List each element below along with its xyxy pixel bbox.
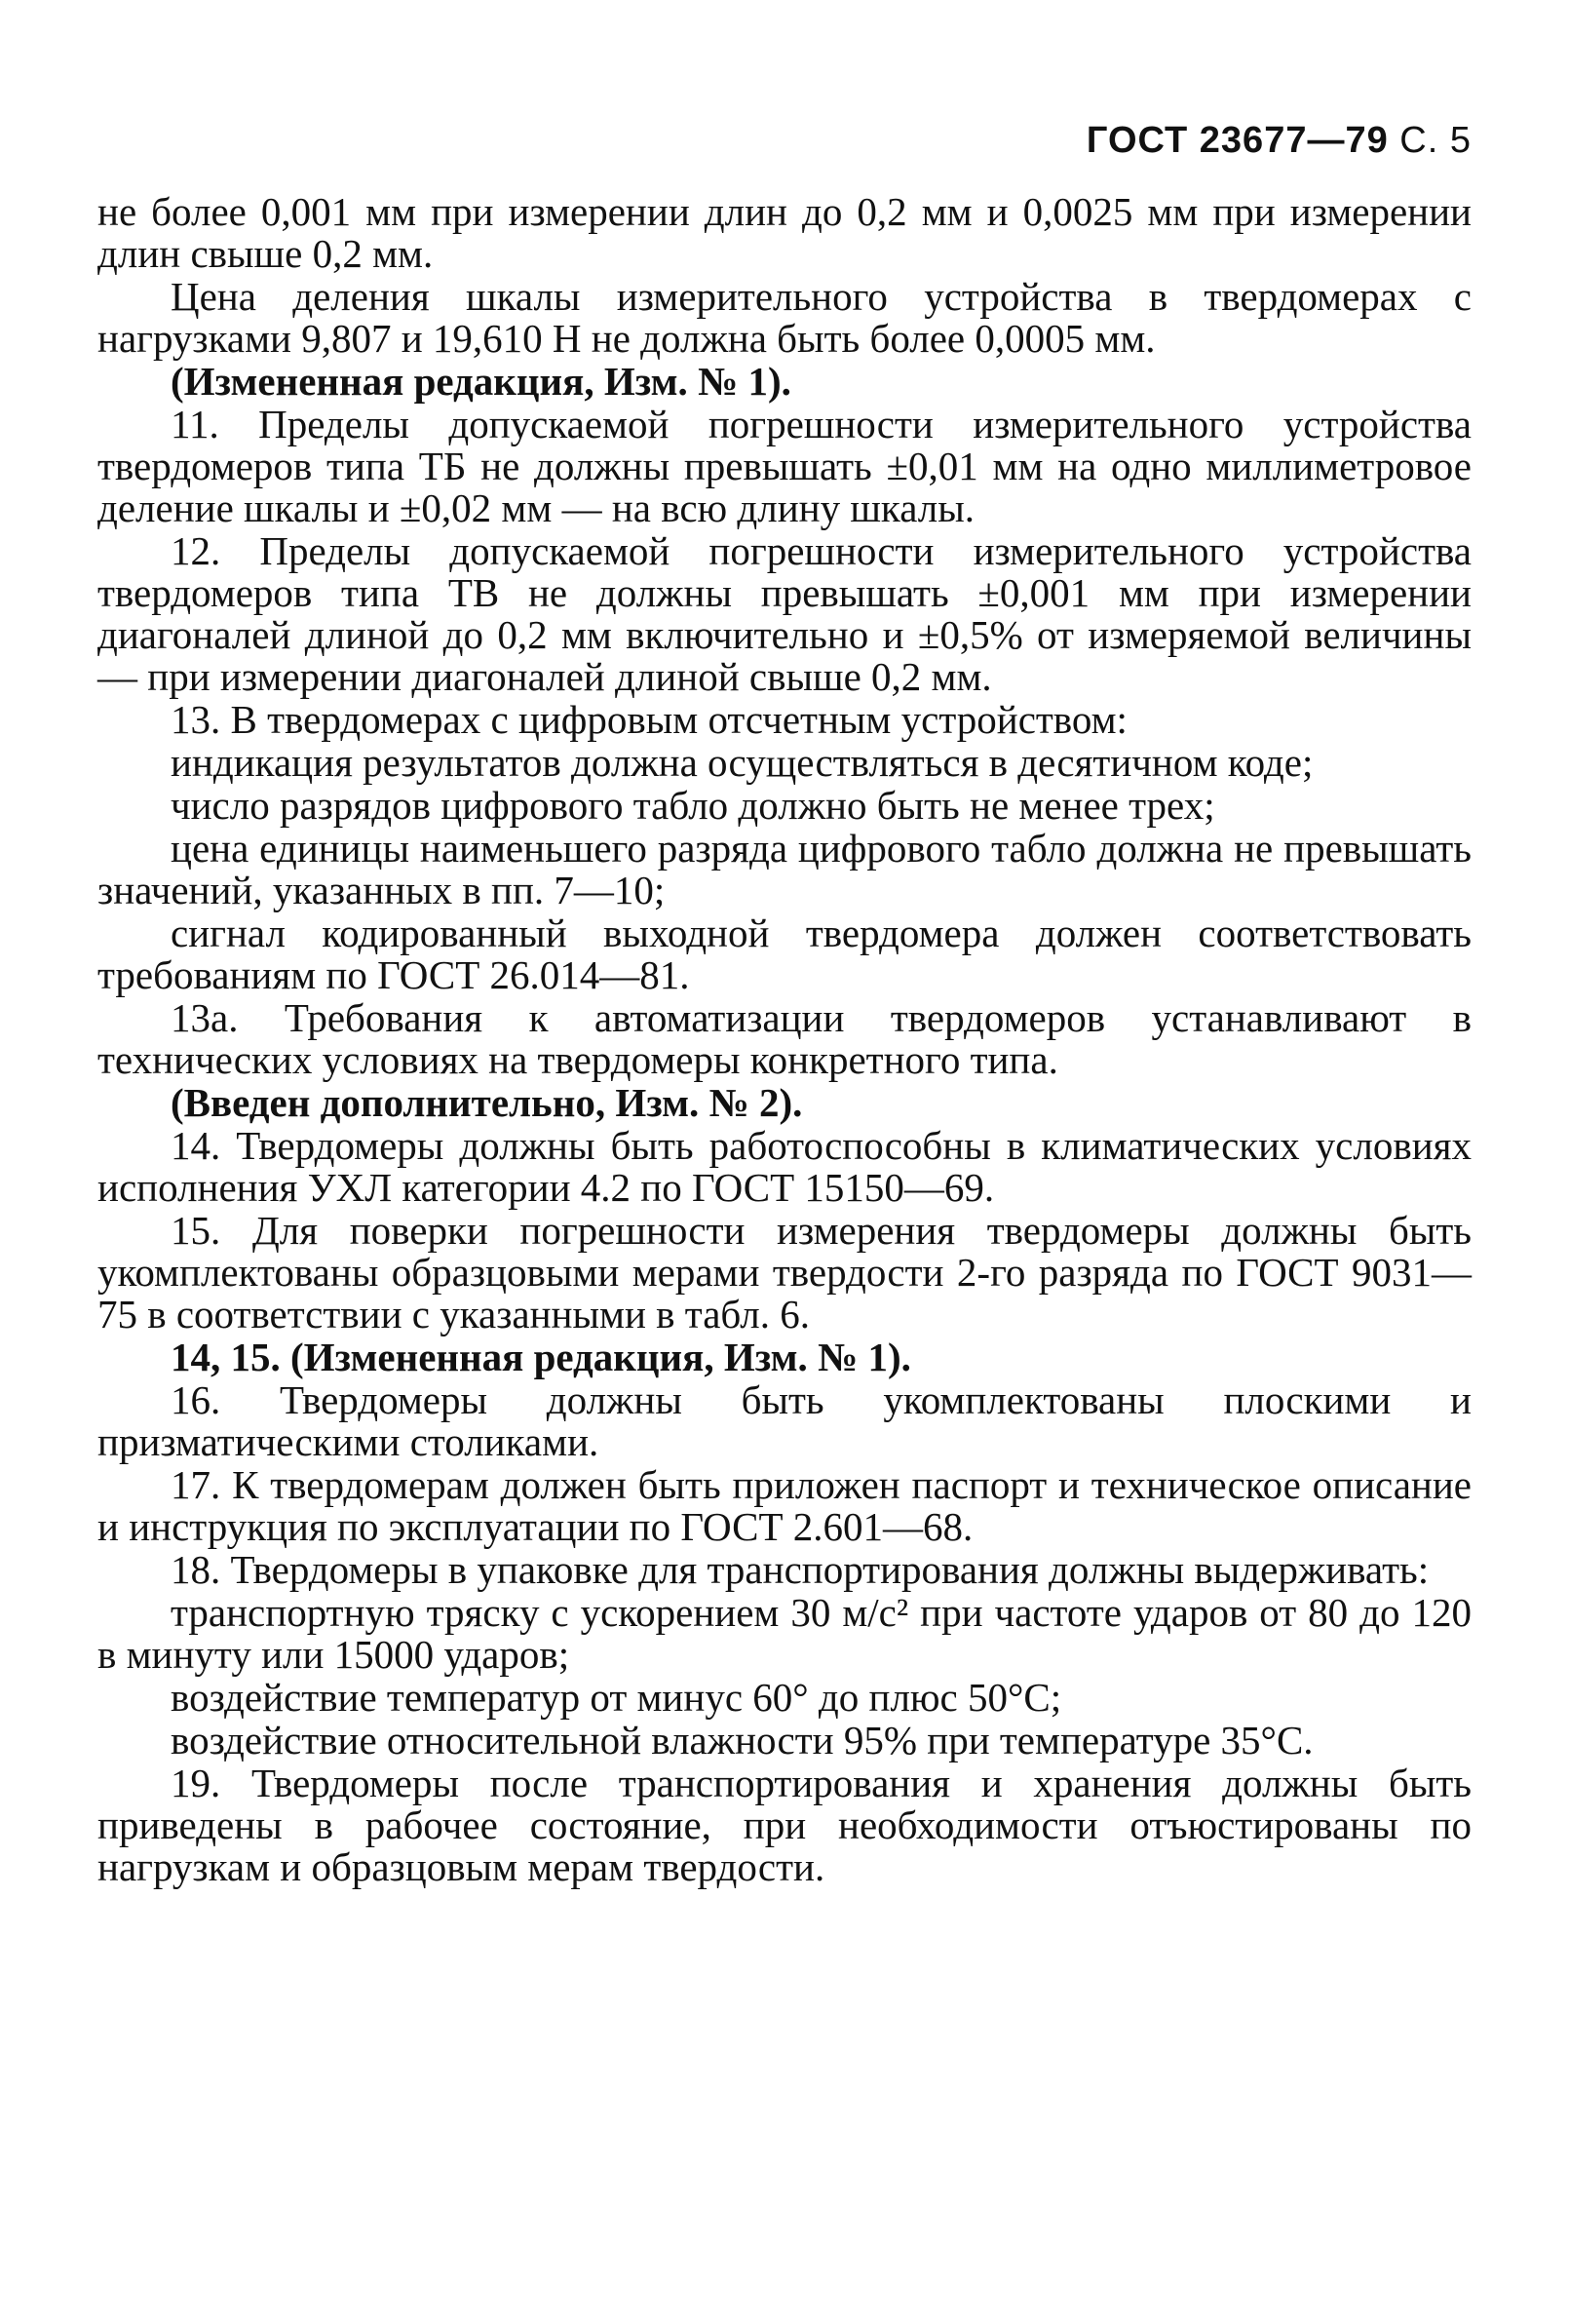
amendment-note: (Измененная редакция, Изм. № 1). [171, 359, 791, 404]
paragraph: 18. Твердомеры в упаковке для транспортирования должны выдерживать: [171, 1547, 1430, 1592]
paragraph: 13. В твердомерах с цифровым отсчетным устройством: [171, 697, 1128, 742]
paragraph: число разрядов цифрового табло должно быть не менее трех; [171, 783, 1215, 828]
paragraph: 11. Пределы допускаемой погрешности измерительного устройства твердомеров типа ТБ не должны превышать ±0,01 мм на одно миллиметровое деление шкалы и ±0,02 мм — на всю длину шкалы. [97, 402, 1472, 530]
paragraph: сигнал кодированный выходной твердомера должен соответствовать требованиям по ГОСТ 26.014—81. [97, 910, 1472, 997]
paragraph: 12. Пределы допускаемой погрешности измерительного устройства твердомеров типа ТВ не должны превышать ±0,001 мм при измерении диагоналей длиной до 0,2 мм включительно и ±0,5% от измеряемой величины — при измерении диагоналей длиной свыше 0,2 мм. [97, 528, 1472, 699]
paragraph: Цена деления шкалы измерительного устройства в твердомерах с нагрузками 9,807 и 19,610 Н не должна быть более 0,0005 мм. [97, 274, 1472, 361]
paragraph: индикация результатов должна осуществляться в десятичном коде; [171, 740, 1314, 785]
paragraph: 17. К твердомерам должен быть приложен паспорт и техническое описание и инструкция по эксплуатации по ГОСТ 2.601—68. [97, 1462, 1472, 1549]
paragraph: не более 0,001 мм при измерении длин до 0,2 мм и 0,0025 мм при измерении длин свыше 0,2 мм. [97, 189, 1472, 276]
body-text [97, 191, 1472, 1888]
document-id: ГОСТ 23677—79 [1086, 120, 1389, 161]
amendment-note: 14, 15. (Измененная редакция, Изм. № 1). [171, 1335, 911, 1379]
paragraph: 19. Твердомеры после транспортирования и хранения должны быть приведены в рабочее состояние, при необходимости отъюстированы по нагрузкам и образцовым мерам твердости. [97, 1761, 1472, 1889]
page-number: С. 5 [1399, 120, 1472, 161]
paragraph: воздействие относительной влажности 95% при температуре 35°С. [171, 1718, 1314, 1762]
paragraph: воздействие температур от минус 60° до плюс 50°С; [171, 1675, 1062, 1720]
amendment-note: (Введен дополнительно, Изм. № 2). [171, 1080, 803, 1125]
paragraph: 14. Твердомеры должны быть работоспособны в климатических условиях исполнения УХЛ категории 4.2 по ГОСТ 15150—69. [97, 1123, 1472, 1210]
page-header [97, 115, 1472, 166]
paragraph: транспортную тряску с ускорением 30 м/с² при частоте ударов от 80 до 120 в минуту или 15000 ударов; [97, 1590, 1472, 1677]
paragraph: 13а. Требования к автоматизации твердомеров устанавливают в технических условиях на твердомеры конкретного типа. [97, 995, 1472, 1082]
paragraph: 16. Твердомеры должны быть укомплектованы плоскими и призматическими столиками. [97, 1377, 1472, 1464]
paragraph: цена единицы наименьшего разряда цифрового табло должна не превышать значений, указанных в пп. 7—10; [97, 826, 1472, 912]
paragraph: 15. Для поверки погрешности измерения твердомеры должны быть укомплектованы образцовыми мерами твердости 2-го разряда по ГОСТ 9031—75 в соответствии с указанными в табл. 6. [97, 1208, 1472, 1336]
